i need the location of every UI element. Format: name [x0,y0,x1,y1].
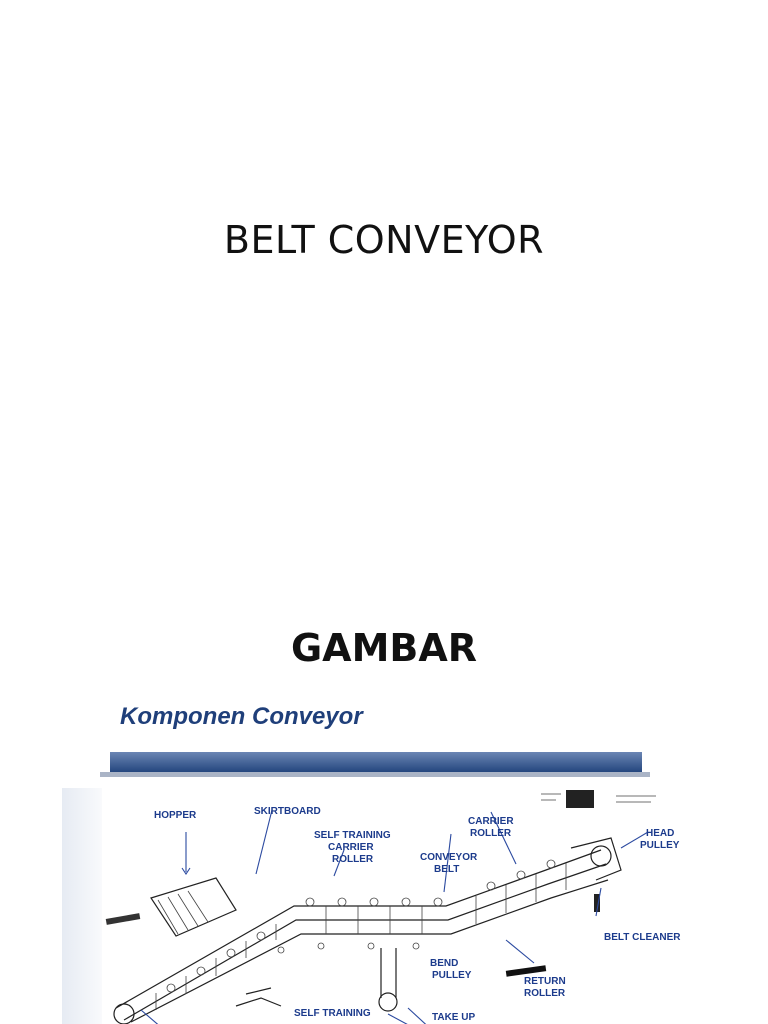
skirtboard-label: SKIRTBOARD [254,806,321,817]
head-pulley-label-1: HEAD [646,828,675,839]
self-training-carrier-roller-label-3: ROLLER [332,854,374,865]
head-pulley [591,846,611,866]
slide-title: BELT CONVEYOR [223,218,545,262]
head-pulley-label-2: PULLEY [640,840,680,851]
label-arrows [141,810,648,1024]
figure-header-band [110,752,642,772]
carrier-roller-label-1: CARRIER [468,816,514,827]
return-roller-label-1: RETURN [524,976,566,987]
self-training-carrier-roller-label-1: SELF TRAINING [314,830,391,841]
bend-pulley-label-2: PULLEY [432,970,472,981]
slide-2 [0,560,768,1024]
tail-pulley [114,1004,134,1024]
figure-title: Komponen Conveyor [120,703,363,730]
take-up-label: TAKE UP [432,1012,476,1023]
conveyor-belt-label-1: CONVEYOR [420,852,478,863]
slide-title: GAMBAR [290,626,478,670]
carrier-roller-label-2: ROLLER [470,828,512,839]
self-training-bottom-label: SELF TRAINING [294,1008,371,1019]
conveyor-diagram [96,788,696,1024]
figure-header-rule [100,772,650,777]
carrier-rollers [167,860,555,992]
take-up-unit [379,948,397,1011]
belt-cleaner-label: BELT CLEANER [604,932,681,943]
return-rollers [278,943,419,953]
bend-pulley-label-1: BEND [430,958,459,969]
hopper-label: HOPPER [154,810,197,821]
return-roller-label-2: ROLLER [524,988,566,999]
conveyor-belt-label-2: BELT [434,864,460,875]
self-training-carrier-roller-label-2: CARRIER [328,842,374,853]
hopper-shape [151,878,236,936]
